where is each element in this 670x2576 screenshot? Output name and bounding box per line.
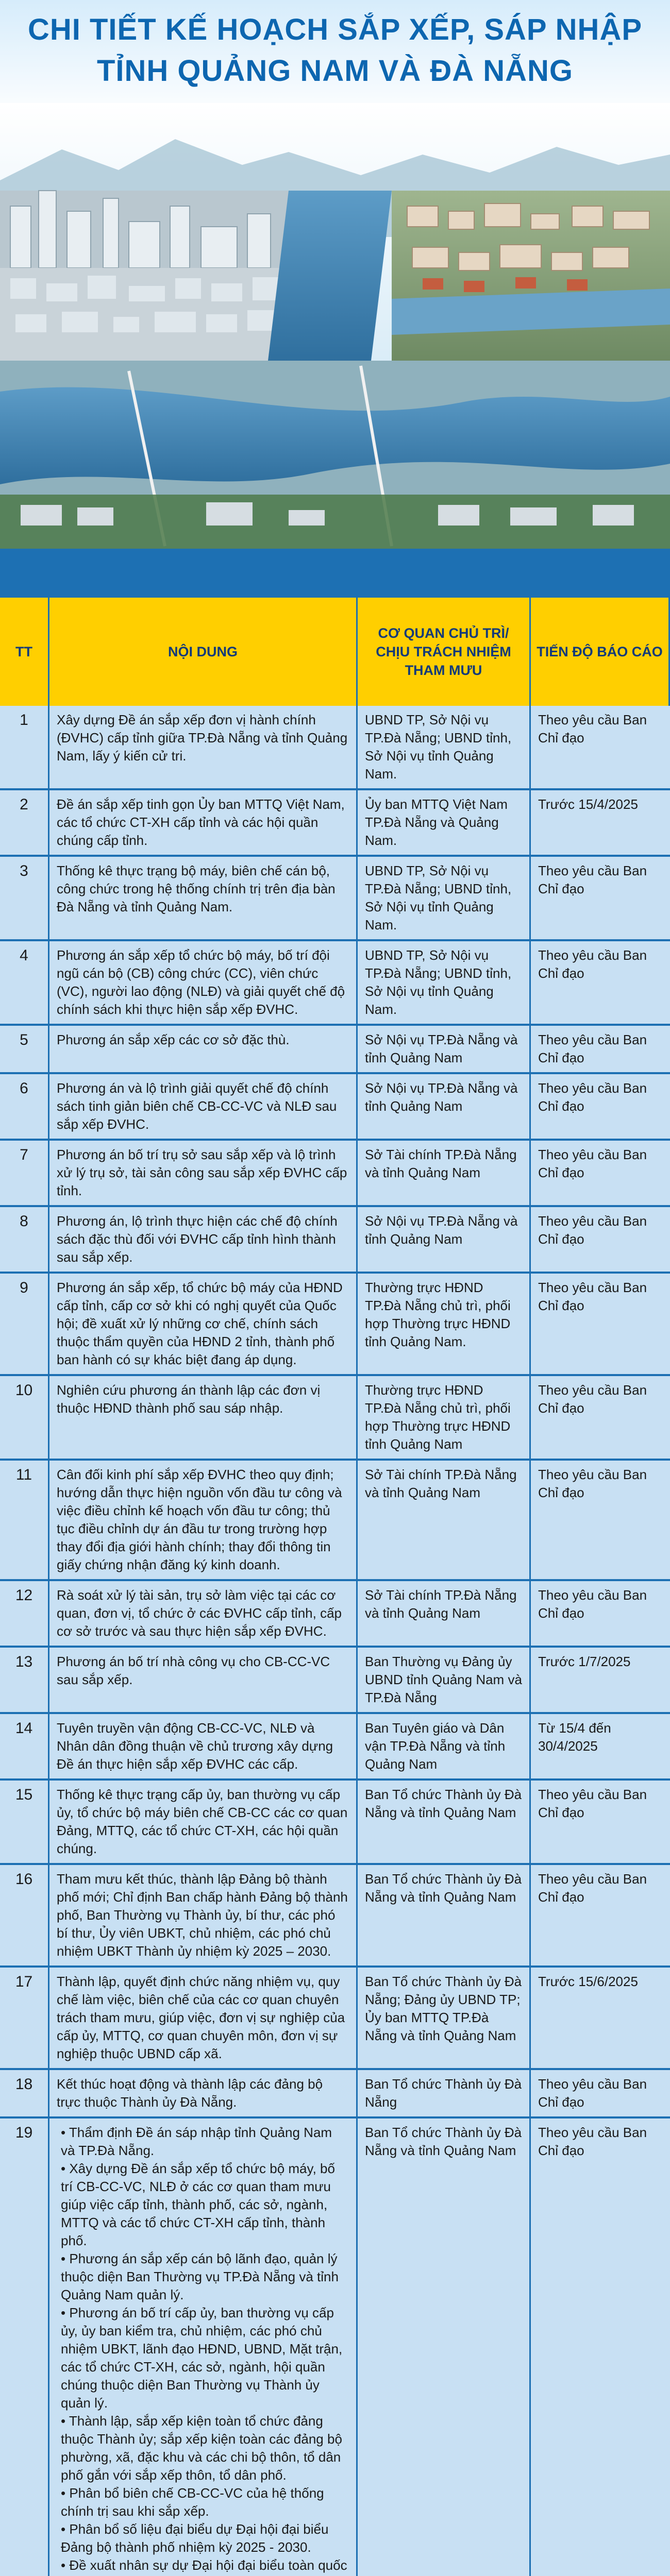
row-agency: Ủy ban MTTQ Việt Nam TP.Đà Nẵng và Quảng Nam. bbox=[358, 790, 531, 857]
row-agency: Sở Tài chính TP.Đà Nẵng và tỉnh Quảng Nam bbox=[358, 1461, 531, 1581]
row-content: Tham mưu kết thúc, thành lập Đảng bộ thành phố mới; Chỉ định Ban chấp hành Đảng bộ thành phố, Ban Thường vụ Thành ủy, bí thư, các phó bí thư, Ủy viên UBKT, chủ nhiệm, các phó chủ nhiệm UBKT Thành ủy nhiệm kỳ 2025 – 2030. bbox=[49, 1865, 358, 1968]
row-deadline: Theo yêu cầu Ban Chỉ đạo bbox=[531, 941, 670, 1026]
row-agency: Ban Tổ chức Thành ủy Đà Nẵng bbox=[358, 2070, 531, 2119]
row-agency: UBND TP, Sở Nội vụ TP.Đà Nẵng; UBND tỉnh, Sở Nội vụ tỉnh Quảng Nam. bbox=[358, 941, 531, 1026]
row-deadline: Theo yêu cầu Ban Chỉ đạo bbox=[531, 1581, 670, 1648]
row-agency: Sở Nội vụ TP.Đà Nẵng và tỉnh Quảng Nam bbox=[358, 1207, 531, 1274]
row-agency: Ban Tổ chức Thành ủy Đà Nẵng và tỉnh Quảng Nam bbox=[358, 1781, 531, 1865]
row-agency: Sở Nội vụ TP.Đà Nẵng và tỉnh Quảng Nam bbox=[358, 1026, 531, 1074]
row-content: Tuyên truyền vận động CB-CC-VC, NLĐ và Nhân dân đồng thuận về chủ trương xây dựng Đề án thực hiện sắp xếp ĐVHC các cấp. bbox=[49, 1714, 358, 1781]
row-deadline: Trước 1/7/2025 bbox=[531, 1648, 670, 1714]
row-agency: Sở Nội vụ TP.Đà Nẵng và tỉnh Quảng Nam bbox=[358, 1074, 531, 1141]
row-number: 6 bbox=[0, 1074, 49, 1141]
row-number: 2 bbox=[0, 790, 49, 857]
row-number: 17 bbox=[0, 1968, 49, 2070]
row-agency: Sở Tài chính TP.Đà Nẵng và tỉnh Quảng Nam bbox=[358, 1141, 531, 1207]
row-number: 10 bbox=[0, 1376, 49, 1461]
row-content: Nghiên cứu phương án thành lập các đơn vị thuộc HĐND thành phố sau sáp nhập. bbox=[49, 1376, 358, 1461]
row-content: Phương án sắp xếp các cơ sở đặc thù. bbox=[49, 1026, 358, 1074]
row-agency: Ban Tổ chức Thành ủy Đà Nẵng; Đảng ủy UBND TP; Ủy ban MTTQ TP.Đà Nẵng và tỉnh Quảng Nam bbox=[358, 1968, 531, 2070]
row-number: 16 bbox=[0, 1865, 49, 1968]
row-number: 8 bbox=[0, 1207, 49, 1274]
row-content-item: • Phân bổ số liệu đại biểu dự Đại hội đại biểu Đảng bộ thành phố nhiệm kỳ 2025 - 2030. bbox=[61, 2521, 329, 2555]
row-agency: UBND TP, Sở Nội vụ TP.Đà Nẵng; UBND tỉnh, Sở Nội vụ tỉnh Quảng Nam. bbox=[358, 706, 531, 790]
row-content-item: • Phân bổ biên chế CB-CC-VC của hệ thống chính trị sau khi sắp xếp. bbox=[61, 2485, 324, 2519]
aerial-city-photo bbox=[0, 103, 670, 549]
row-content-item: • Xây dựng Đề án sắp xếp tổ chức bộ máy, bố trí CB-CC-VC, NLĐ ở các cơ quan tham mưu giúp việc cấp tỉnh, thành phố, các sở, ngành, MTTQ và các tổ chức CT-XH cấp tỉnh, thành phố. bbox=[61, 2161, 335, 2248]
row-content-item: • Thành lập, sắp xếp kiện toàn tổ chức đảng thuộc Thành ủy; sắp xếp kiện toàn các đảng bộ phường, xã, đặc khu và các chi bộ thôn, tổ dân phố gắn với sắp xếp thôn, tổ dân phố. bbox=[61, 2413, 342, 2483]
row-number: 14 bbox=[0, 1714, 49, 1781]
row-number: 18 bbox=[0, 2070, 49, 2119]
row-deadline: Theo yêu cầu Ban Chỉ đạo bbox=[531, 1274, 670, 1376]
row-agency: Ban Thường vụ Đảng ủy UBND tỉnh Quảng Nam và TP.Đà Nẵng bbox=[358, 1648, 531, 1714]
row-content-item: • Phương án sắp xếp cán bộ lãnh đạo, quản lý thuộc diện Ban Thường vụ TP.Đà Nẵng và tỉnh Quảng Nam quản lý. bbox=[61, 2251, 339, 2302]
row-agency: Ban Tổ chức Thành ủy Đà Nẵng và tỉnh Quảng Nam bbox=[358, 2119, 531, 2576]
row-content-item: • Thẩm định Đề án sáp nhập tỉnh Quảng Nam và TP.Đà Nẵng. bbox=[61, 2125, 332, 2158]
row-deadline: Theo yêu cầu Ban Chỉ đạo bbox=[531, 1376, 670, 1461]
header-content: NỘI DUNG bbox=[49, 598, 358, 706]
row-number: 19 bbox=[0, 2119, 49, 2576]
row-content: Xây dựng Đề án sắp xếp đơn vị hành chính (ĐVHC) cấp tỉnh giữa TP.Đà Nẵng và tỉnh Quảng Nam, lấy ý kiến cử tri. bbox=[49, 706, 358, 790]
row-number: 3 bbox=[0, 857, 49, 941]
row-content bbox=[49, 2119, 358, 2576]
header-deadline: TIẾN ĐỘ BÁO CÁO bbox=[531, 598, 670, 706]
row-content: Cân đối kinh phí sắp xếp ĐVHC theo quy định; hướng dẫn thực hiện nguồn vốn đầu tư công và việc điều chỉnh kế hoạch vốn đầu tư công; thủ tục điều chỉnh dự án đầu tư trong trường hợp thay đổi địa giới hành chính; thay đổi thông tin giấy chứng nhận đăng ký kinh doanh. bbox=[49, 1461, 358, 1581]
header-tt: TT bbox=[0, 598, 49, 706]
row-agency: UBND TP, Sở Nội vụ TP.Đà Nẵng; UBND tỉnh, Sở Nội vụ tỉnh Quảng Nam. bbox=[358, 857, 531, 941]
row-agency: Ban Tổ chức Thành ủy Đà Nẵng và tỉnh Quảng Nam bbox=[358, 1865, 531, 1968]
row-deadline: Theo yêu cầu Ban Chỉ đạo bbox=[531, 706, 670, 790]
row-deadline: Theo yêu cầu Ban Chỉ đạo bbox=[531, 1207, 670, 1274]
row-content: Thống kê thực trạng bộ máy, biên chế cán bộ, công chức trong hệ thống chính trị trên địa bàn Đà Nẵng và tỉnh Quảng Nam. bbox=[49, 857, 358, 941]
row-deadline: Theo yêu cầu Ban Chỉ đạo bbox=[531, 1461, 670, 1581]
row-content: Phương án bố trí nhà công vụ cho CB-CC-VC sau sắp xếp. bbox=[49, 1648, 358, 1714]
row-deadline: Trước 15/4/2025 bbox=[531, 790, 670, 857]
row-agency: Thường trực HĐND TP.Đà Nẵng chủ trì, phối hợp Thường trực HĐND tỉnh Quảng Nam bbox=[358, 1376, 531, 1461]
row-content: Thành lập, quyết định chức năng nhiệm vụ, quy chế làm việc, biên chế của các cơ quan chuyên trách tham mưu, giúp việc, đơn vị sự nghiệp của cấp ủy, MTTQ, cơ quan chuyên môn, đơn vị sự nghiệp thuộc UBND cấp xã. bbox=[49, 1968, 358, 2070]
row-content: Kết thúc hoạt động và thành lập các đảng bộ trực thuộc Thành ủy Đà Nẵng. bbox=[49, 2070, 358, 2119]
row-deadline: Theo yêu cầu Ban Chỉ đạo bbox=[531, 857, 670, 941]
row-deadline: Trước 15/6/2025 bbox=[531, 1968, 670, 2070]
row-content: Đề án sắp xếp tinh gọn Ủy ban MTTQ Việt Nam, các tổ chức CT-XH cấp tỉnh và các hội quần chúng cấp tỉnh. bbox=[49, 790, 358, 857]
row-number: 11 bbox=[0, 1461, 49, 1581]
row-content: Phương án, lộ trình thực hiện các chế độ chính sách đặc thù đối với ĐVHC cấp tỉnh hình thành sau sắp xếp. bbox=[49, 1207, 358, 1274]
row-number: 7 bbox=[0, 1141, 49, 1207]
title-line-1: CHI TIẾT KẾ HOẠCH SẮP XẾP, SÁP NHẬP bbox=[27, 13, 643, 46]
row-number: 5 bbox=[0, 1026, 49, 1074]
row-content-item: • Phương án bố trí cấp ủy, ban thường vụ cấp ủy, ủy ban kiểm tra, chủ nhiệm, các phó chủ nhiệm UBKT, lãnh đạo HĐND, UBND, Mặt trận, các tổ chức CT-XH, các sở, ngành, hội quần chúng thuộc diện Ban Thường vụ Thành ủy quản lý. bbox=[61, 2305, 343, 2411]
row-number: 15 bbox=[0, 1781, 49, 1865]
row-number: 4 bbox=[0, 941, 49, 1026]
row-deadline: Theo yêu cầu Ban Chỉ đạo bbox=[531, 2070, 670, 2119]
row-deadline: Từ 15/4 đến 30/4/2025 bbox=[531, 1714, 670, 1781]
row-content: Phương án sắp xếp tổ chức bộ máy, bố trí đội ngũ cán bộ (CB) công chức (CC), viên chức (VC), người lao động (NLĐ) và giải quyết chế độ chính sách khi thực hiện sắp xếp ĐVHC. bbox=[49, 941, 358, 1026]
row-deadline: Theo yêu cầu Ban Chỉ đạo bbox=[531, 1141, 670, 1207]
plan-table bbox=[0, 598, 670, 2576]
row-number: 9 bbox=[0, 1274, 49, 1376]
title-line-2: TỈNH QUẢNG NAM VÀ ĐÀ NẴNG bbox=[97, 54, 573, 88]
row-content-item: • Đề xuất nhân sự dự Đại hội đại biểu toàn quốc bbox=[61, 2557, 347, 2573]
row-deadline: Theo yêu cầu Ban Chỉ đạo bbox=[531, 1781, 670, 1865]
row-deadline: Theo yêu cầu Ban Chỉ đạo bbox=[531, 1074, 670, 1141]
row-content: Phương án sắp xếp, tổ chức bộ máy của HĐND cấp tỉnh, cấp cơ sở khi có nghị quyết của Quốc hội; đề xuất xử lý những cơ chế, chính sách thuộc thẩm quyền của HĐND 2 tỉnh, thành phố ban hành có sự khác biệt đang áp dụng. bbox=[49, 1274, 358, 1376]
row-number: 1 bbox=[0, 706, 49, 790]
row-content: Thống kê thực trạng cấp ủy, ban thường vụ cấp ủy, tổ chức bộ máy biên chế CB-CC các cơ quan Đảng, MTTQ, các tổ chức CT-XH, các hội quần chúng. bbox=[49, 1781, 358, 1865]
row-agency: Thường trực HĐND TP.Đà Nẵng chủ trì, phối hợp Thường trực HĐND tỉnh Quảng Nam. bbox=[358, 1274, 531, 1376]
row-agency: Ban Tuyên giáo và Dân vận TP.Đà Nẵng và tỉnh Quảng Nam bbox=[358, 1714, 531, 1781]
row-deadline: Theo yêu cầu Ban Chỉ đạo bbox=[531, 1026, 670, 1074]
row-content: Phương án và lộ trình giải quyết chế độ chính sách tinh giản biên chế CB-CC-VC và NLĐ sau sắp xếp ĐVHC. bbox=[49, 1074, 358, 1141]
row-number: 12 bbox=[0, 1581, 49, 1648]
row-agency: Sở Tài chính TP.Đà Nẵng và tỉnh Quảng Nam bbox=[358, 1581, 531, 1648]
row-content: Phương án bố trí trụ sở sau sắp xếp và lộ trình xử lý trụ sở, tài sản công sau sắp xếp ĐVHC cấp tỉnh. bbox=[49, 1141, 358, 1207]
row-deadline: Theo yêu cầu Ban Chỉ đạo bbox=[531, 2119, 670, 2576]
row-deadline: Theo yêu cầu Ban Chỉ đạo bbox=[531, 1865, 670, 1968]
header-agency: CƠ QUAN CHỦ TRÌ/ CHỊU TRÁCH NHIỆM THAM MƯU bbox=[358, 598, 531, 706]
header-banner bbox=[0, 0, 670, 549]
row-content: Rà soát xử lý tài sản, trụ sở làm việc tại các cơ quan, đơn vị, tổ chức ở các ĐVHC cấp tỉnh, cấp cơ sở trước và sau thực hiện sắp xếp ĐVHC. bbox=[49, 1581, 358, 1648]
page-title bbox=[0, 9, 670, 92]
row-number: 13 bbox=[0, 1648, 49, 1714]
